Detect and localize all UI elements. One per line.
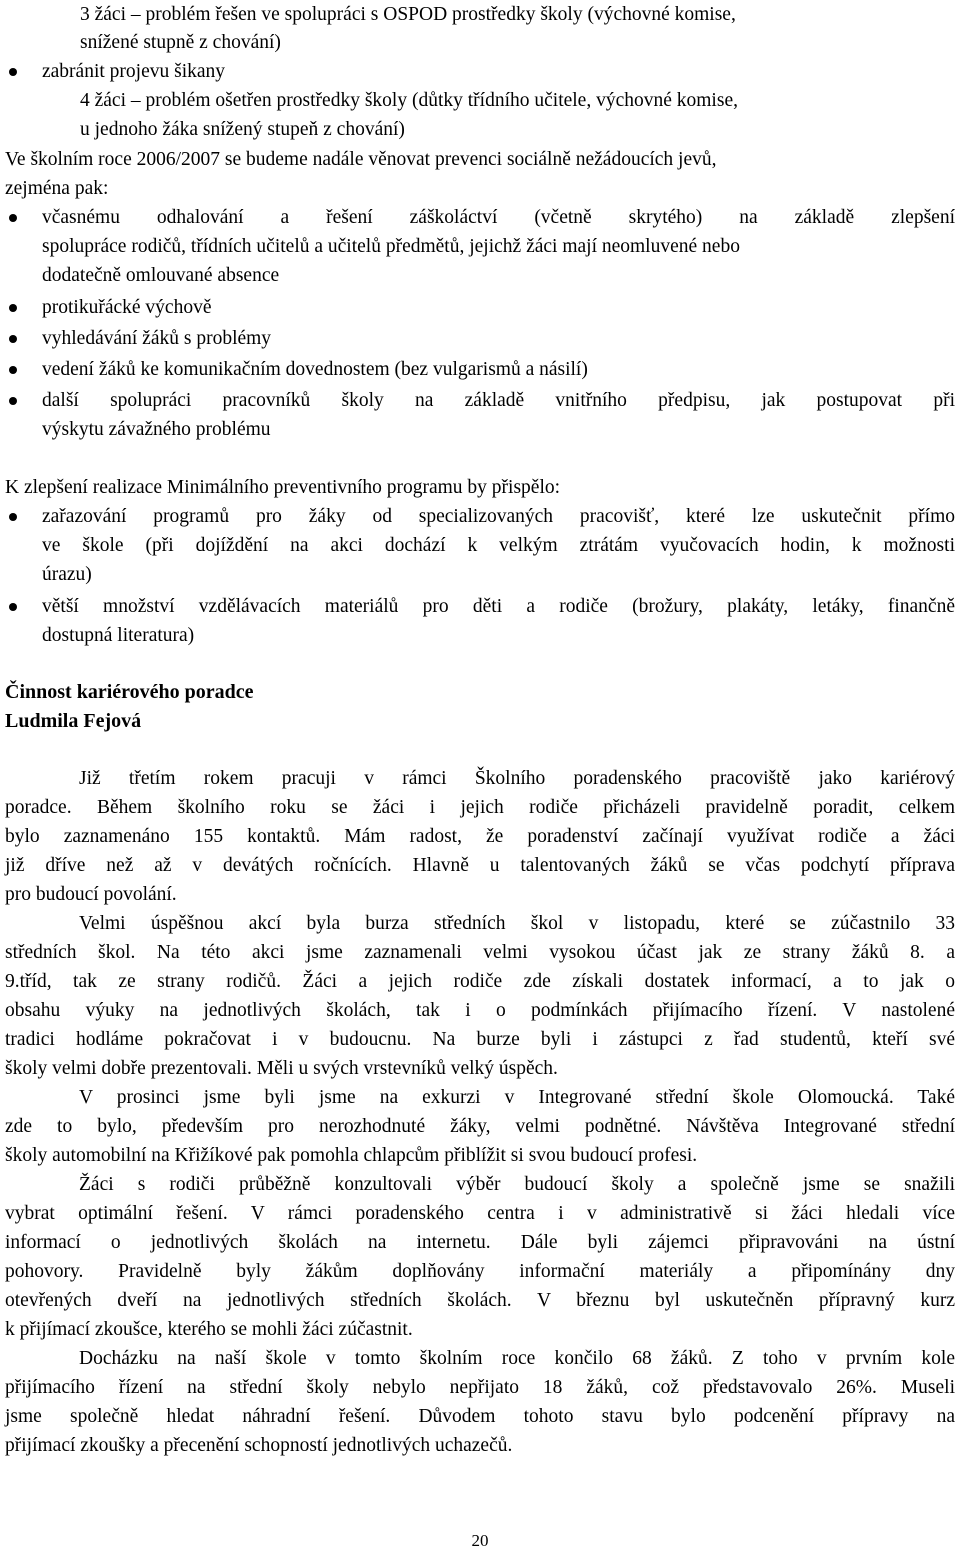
bullet-icon (9, 397, 17, 405)
page-number: 20 (471, 1531, 489, 1550)
paragraph-5-line-4: přijímací zkoušky a přecenění schopností jednotlivých uchazečů. (5, 1435, 513, 1456)
paragraph-4-line-6: k přijímací zkoušce, kterého se mohli žáci zúčastnit. (5, 1319, 413, 1340)
list-item-4-line-2: u jednoho žáka snížený stupeň z chování) (80, 119, 405, 140)
improve-item-1-line-3: úrazu) (42, 564, 92, 585)
list-bullet-shikana: zabránit projevu šikany (42, 61, 226, 82)
bullet-icon (9, 513, 17, 521)
bullet-icon (9, 335, 17, 343)
prevention-item-1-line-2: spolupráce rodičů, třídních učitelů a učitelů předmětů, jejichž žáci mají neomluvené nebo (42, 236, 740, 257)
paragraph-2-line-2: středních škol. Na této akci jsme zaznamenali velmi vysokou účast jak ze strany žáků 8. a (5, 942, 955, 963)
bullet-icon (9, 304, 17, 312)
improve-item-1-line-2: ve škole (při dojíždění na akci dochází k velkým ztrátám vyučovacích hodin, k možnosti (42, 535, 955, 556)
intro-line-2: zejména pak: (5, 178, 109, 199)
intro-line-1: Ve školním roce 2006/2007 se budeme nadále věnovat prevenci sociálně nežádoucích jevů, (5, 149, 717, 170)
prevention-item-5-line-2: výskytu závažného problému (42, 419, 271, 440)
list-item-3-line-1: 3 žáci – problém řešen ve spolupráci s OSPOD prostředky školy (výchovné komise, (80, 4, 736, 25)
paragraph-5-line-3: jsme společně hledat náhradní řešení. Důvodem tohoto stavu bylo podcenění přípravy na (5, 1406, 955, 1427)
paragraph-5-line-2: přijímacího řízení na střední školy nebylo nepřijato 18 žáků, což představovalo 26%. Museli (5, 1377, 955, 1398)
paragraph-2-line-3: 9.tříd, tak ze strany rodičů. Žáci a jejich rodiče zde získali dostatek informací, a to jak o (5, 971, 955, 992)
prevention-item-1-line-1: včasnému odhalování a řešení záškoláctví (včetně skrytého) na základě zlepšení (42, 207, 955, 228)
list-item-3-line-2: snížené stupně z chování) (80, 32, 281, 53)
paragraph-4-line-3: informací o jednotlivých školách na internetu. Dále byli zájemci připravováni na ústní (5, 1232, 955, 1253)
paragraph-2-line-5: tradici hodláme pokračovat i v budoucnu. Na burze byli i zástupci z řad studentů, kteří své (5, 1029, 955, 1050)
paragraph-3-line-3: školy automobilní na Křižíkové pak pomohla chlapcům přiblížit si svou budoucí profesi. (5, 1145, 698, 1166)
bullet-icon (9, 68, 17, 76)
improve-item-1-line-1: zařazování programů pro žáky od specializovaných pracovišť, které lze uskutečnit přímo (42, 506, 955, 527)
list-item-4-line-1: 4 žáci – problém ošetřen prostředky školy (důtky třídního učitele, výchovné komise, (80, 90, 738, 111)
prevention-item-3: vyhledávání žáků s problémy (42, 328, 272, 349)
paragraph-1-line-1: Již třetím rokem pracuji v rámci Školního poradenského pracoviště jako kariérový (79, 768, 955, 789)
paragraph-1-line-2: poradce. Během školního roku se žáci i jejich rodiče přicházeli pravidelně poradit, celkem (5, 797, 955, 818)
section-title: Činnost kariérového poradce (5, 681, 254, 703)
prevention-item-4: vedení žáků ke komunikačním dovednostem (bez vulgarismů a násilí) (42, 359, 588, 380)
paragraph-1-line-5: pro budoucí povolání. (5, 884, 177, 905)
paragraph-4-line-1: Žáci s rodiči průběžně konzultovali výběr budoucí školy a společně jsme se snažili (79, 1174, 955, 1195)
prevention-item-5-line-1: další spolupráci pracovníků školy na základě vnitřního předpisu, jak postupovat při (42, 390, 955, 411)
paragraph-1-line-4: již dříve než až v devátých ročnících. Hlavně u talentovaných žáků se včas podchytí příprava (5, 855, 955, 876)
paragraph-2-line-1: Velmi úspěšnou akcí byla burza středních škol v listopadu, které se zúčastnilo 33 (79, 913, 955, 934)
improve-item-2-line-1: větší množství vzdělávacích materiálů pro děti a rodiče (brožury, plakáty, letáky, finančně (42, 596, 955, 617)
paragraph-1-line-3: bylo zaznamenáno 155 kontaktů. Mám radost, že poradenství začínají využívat rodiče a žáci (5, 826, 955, 847)
section-author: Ludmila Fejová (5, 710, 142, 732)
prevention-item-2: protikuřácké výchově (42, 297, 212, 318)
paragraph-4-line-5: otevřených dveří na jednotlivých středních školách. V březnu byl uskutečněn přípravný kurz (5, 1290, 955, 1311)
prevention-item-1-line-3: dodatečně omlouvané absence (42, 265, 280, 286)
paragraph-3-line-2: zde to bylo, především pro nerozhodnuté žáky, velmi podnětné. Návštěva Integrované střední (5, 1116, 955, 1137)
paragraph-4-line-2: vybrat optimální řešení. V rámci poradenského centra i v administrativě si žáci hledali více (5, 1203, 955, 1224)
bullet-icon (9, 214, 17, 222)
paragraph-4-line-4: pohovory. Pravidelně byly žákům doplňovány informační materiály a připomínány dny (5, 1261, 955, 1282)
improve-intro: K zlepšení realizace Minimálního preventivního programu by přispělo: (5, 477, 561, 498)
paragraph-5-line-1: Docházku na naší škole v tomto školním roce končilo 68 žáků. Z toho v prvním kole (79, 1348, 955, 1369)
improve-item-2-line-2: dostupná literatura) (42, 625, 195, 646)
paragraph-3-line-1: V prosinci jsme byli jsme na exkurzi v Integrované střední škole Olomoucká. Také (79, 1087, 955, 1108)
paragraph-2-line-4: obsahu výuky na jednotlivých školách, tak i o podmínkách přijímacího řízení. V nastolené (5, 1000, 955, 1021)
paragraph-2-line-6: školy velmi dobře prezentovali. Měli u svých vrstevníků velký úspěch. (5, 1058, 558, 1079)
bullet-icon (9, 366, 17, 374)
bullet-icon (9, 603, 17, 611)
